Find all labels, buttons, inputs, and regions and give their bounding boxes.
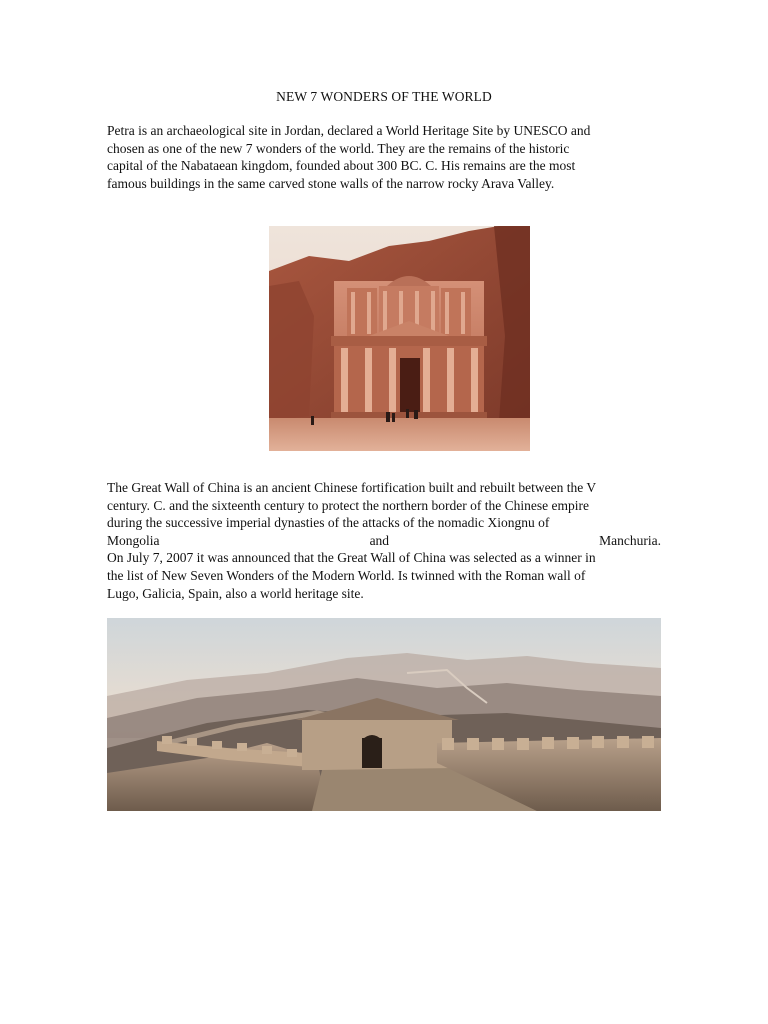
great-wall-line-5: On July 7, 2007 it was announced that the Great Wall of China was selected as a winner in	[107, 550, 596, 566]
word-and: and	[369, 532, 390, 548]
great-wall-line-6: the list of New Seven Wonders of the Modern World. Is twinned with the Roman wall of	[107, 567, 586, 583]
great-wall-line-1: The Great Wall of China is an ancient Chinese fortification built and rebuilt between the V	[107, 480, 597, 495]
petra-line-1: Petra is an archaeological site in Jordan, declared a World Heritage Site by UNESCO and	[107, 123, 591, 138]
petra-paragraph	[107, 122, 661, 192]
great-wall-paragraph	[107, 479, 661, 602]
word-mongolia: Mongolia	[107, 532, 160, 548]
page-title: NEW 7 WONDERS OF THE WORLD	[276, 89, 492, 104]
great-wall-line-4	[107, 532, 661, 550]
great-wall-line-7: Lugo, Galicia, Spain, also a world heritage site.	[107, 585, 364, 601]
word-manchuria: Manchuria.	[599, 532, 661, 548]
great-wall-line-3: during the successive imperial dynasties of the attacks of the nomadic Xiongnu of	[107, 515, 550, 531]
great-wall-photo	[107, 618, 661, 811]
great-wall-line-2: century. C. and the sixteenth century to protect the northern border of the Chinese empire	[107, 497, 589, 513]
petra-line-2: chosen as one of the new 7 wonders of the world. They are the remains of the historic	[107, 140, 570, 156]
petra-line-4: famous buildings in the same carved stone walls of the narrow rocky Arava Valley.	[107, 175, 555, 191]
petra-line-3: capital of the Nabataean kingdom, founded about 300 BC. C. His remains are the most	[107, 158, 576, 174]
petra-treasury-photo	[269, 226, 530, 451]
